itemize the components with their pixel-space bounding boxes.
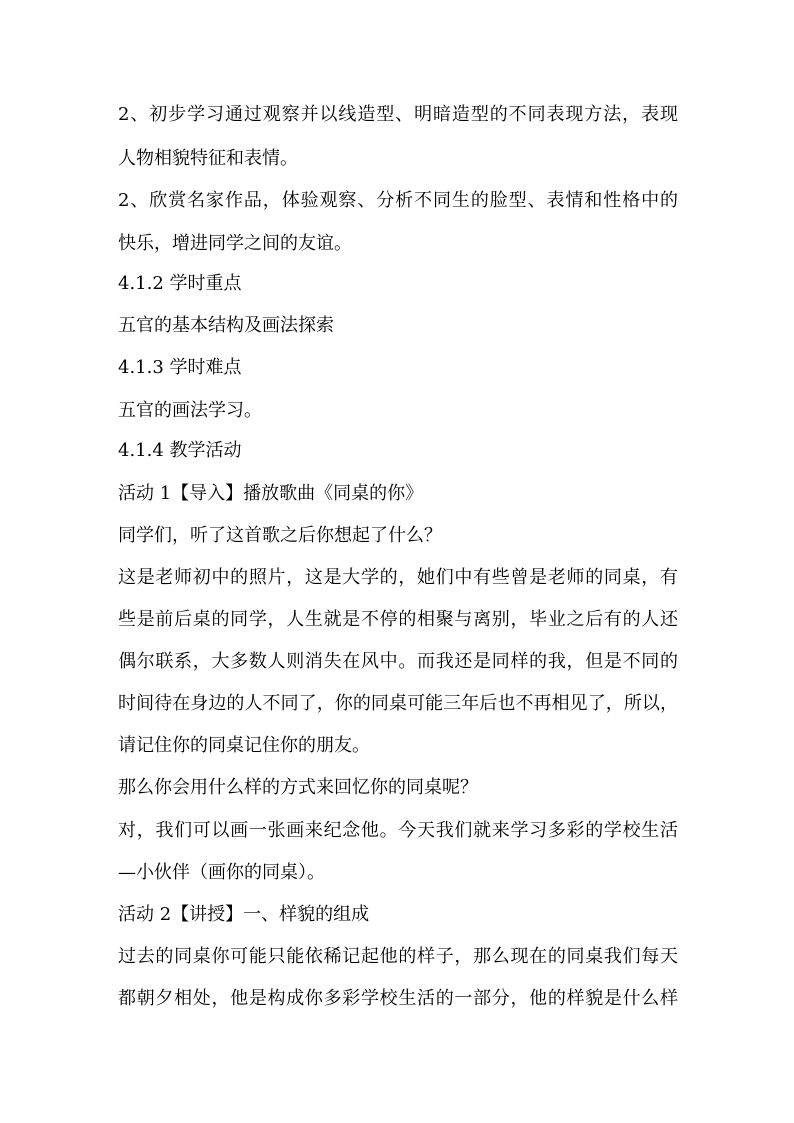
- section-heading: 4.1.3 学时难点: [118, 357, 242, 378]
- activity-heading: 活动 1【导入】播放歌曲《同桌的你》: [118, 483, 424, 504]
- text-line: 都朝夕相处，他是构成你多彩学校生活的一部分，他的样貌是什么样: [118, 988, 678, 1009]
- text-line: 这是老师初中的照片，这是大学的，她们中有些曾是老师的同桌，有: [118, 567, 678, 588]
- section-heading: 4.1.4 教学活动: [118, 440, 242, 461]
- text-line: 偶尔联系，大多数人则消失在风中。而我还是同样的我，但是不同的: [118, 651, 678, 672]
- text-line: 请记住你的同桌记住你的朋友。: [118, 735, 370, 756]
- text-line: 2、初步学习通过观察并以线造型、明暗造型的不同表现方法，表现: [118, 104, 678, 125]
- text-line: 些是前后桌的同学，人生就是不停的相聚与离别，毕业之后有的人还: [118, 609, 678, 630]
- text-line: 五官的基本结构及画法探索: [118, 315, 334, 336]
- text-line: 那么你会用什么样的方式来回忆你的同桌呢？: [118, 777, 478, 798]
- section-heading: 4.1.2 学时重点: [118, 273, 242, 294]
- text-line: —小伙伴（画你的同桌）。: [118, 862, 325, 883]
- text-line: 快乐，增进同学之间的友谊。: [118, 233, 352, 254]
- text-line: 过去的同桌你可能只能依稀记起他的样子，那么现在的同桌我们每天: [118, 946, 678, 967]
- text-line: 五官的画法学习。: [118, 400, 262, 421]
- text-line: 时间待在身边的人不同了，你的同桌可能三年后也不再相见了，所以，: [118, 693, 678, 714]
- text-line: 2、欣赏名家作品，体验观察、分析不同生的脸型、表情和性格中的: [118, 190, 678, 211]
- text-line: 同学们，听了这首歌之后你想起了什么？: [118, 525, 442, 546]
- activity-heading: 活动 2【讲授】一、样貌的组成: [118, 904, 370, 925]
- text-line: 对，我们可以画一张画来纪念他。今天我们就来学习多彩的学校生活: [118, 820, 678, 841]
- text-line: 人物相貌特征和表情。: [118, 148, 298, 169]
